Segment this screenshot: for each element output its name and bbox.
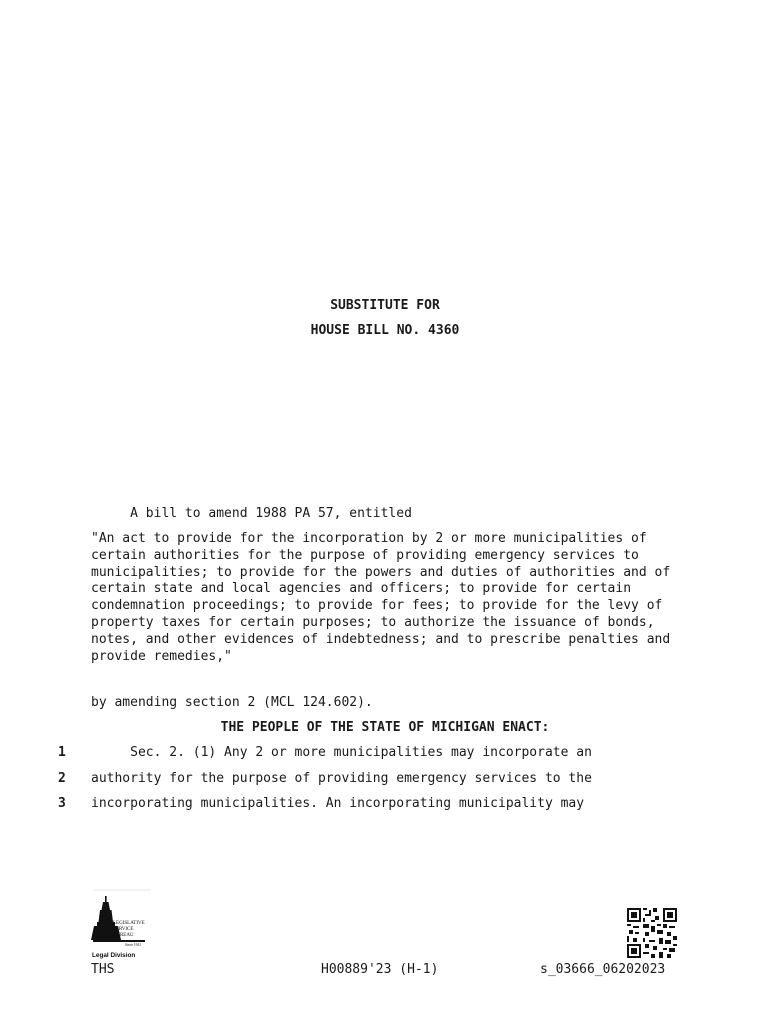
- line-number: 1: [58, 745, 66, 760]
- footer-file-id: s_03666_06202023: [540, 962, 666, 977]
- line-number: 3: [58, 796, 66, 811]
- act-title-text: "An act to provide for the incorporation by 2 or more municipalities of certain authorities for the purpose of providing emergency services to municipalities; to provide for the powers and duties of authorities and of certain state and local agencies and officers; to provide for certain condemnation proceedings; to provide for fees; to provide for the levy of property taxes for certain purposes; to authorize the issuance of bonds, notes, and other evidences of indebtedness; and to prescribe penalties and provide remedies,": [91, 531, 679, 664]
- footer-draft-number: H00889'23 (H-1): [321, 962, 439, 977]
- footer-drafter-initials: THS: [91, 962, 115, 977]
- body-line: authority for the purpose of providing emergency services to the: [91, 771, 592, 786]
- enacting-clause: THE PEOPLE OF THE STATE OF MICHIGAN ENACT:: [220, 720, 550, 735]
- line-number: 2: [58, 771, 66, 786]
- body-line: incorporating municipalities. An incorporating municipality may: [91, 796, 585, 811]
- logo-line-3: BUREAU: [113, 933, 134, 938]
- bill-heading-substitute: SUBSTITUTE FOR: [330, 298, 440, 313]
- body-line: Sec. 2. (1) Any 2 or more municipalities may incorporate an: [91, 745, 592, 760]
- amending-clause: by amending section 2 (MCL 124.602).: [91, 695, 373, 710]
- bill-heading-number: HOUSE BILL NO. 4360: [310, 323, 460, 338]
- lsb-capitol-logo: [91, 888, 153, 960]
- bill-intro: A bill to amend 1988 PA 57, entitled: [91, 506, 412, 521]
- logo-caption: Legal Division: [92, 952, 136, 959]
- logo-line-1: LEGISLATIVE: [113, 921, 145, 926]
- logo-line-4: Since 1941: [125, 943, 142, 947]
- qr-code-icon: [627, 908, 677, 958]
- logo-line-2: SERVICE: [113, 927, 134, 932]
